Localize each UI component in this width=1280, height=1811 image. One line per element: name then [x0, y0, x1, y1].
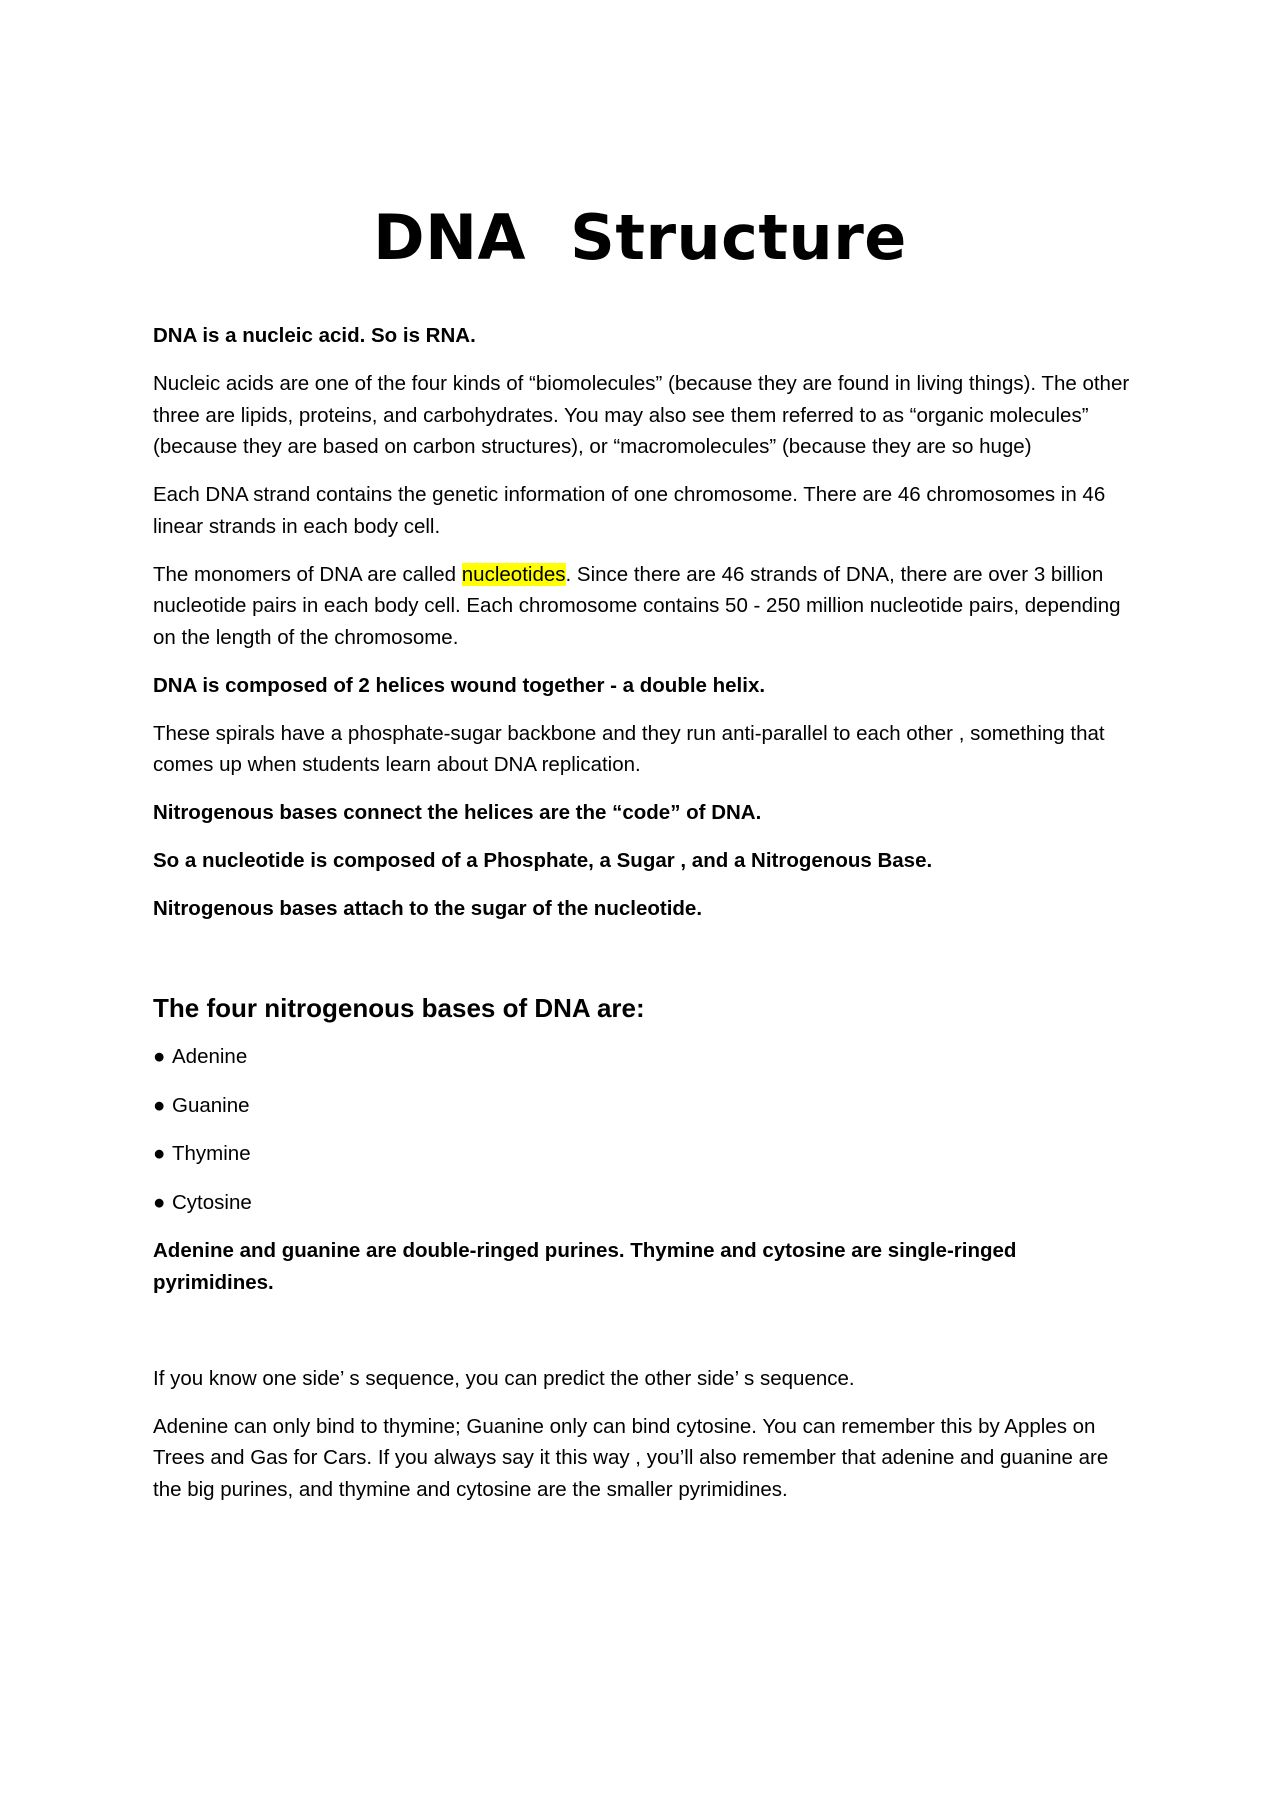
statement-code: Nitrogenous bases connect the helices are the “code” of DNA.: [153, 801, 762, 824]
blank-line: [153, 941, 1133, 989]
bullet-icon: ●: [153, 1142, 166, 1165]
list-item-base: [153, 1041, 1133, 1073]
page-title: DNA Structure: [373, 201, 907, 274]
paragraph-spirals: These spirals have a phosphate-sugar backbone and they run anti-parallel to each other , something that comes up when students learn about DNA replication.: [153, 721, 1105, 776]
intro-statement: DNA is a nucleic acid. So is RNA.: [153, 324, 476, 347]
bullet-icon: ●: [153, 1093, 166, 1117]
base-name: Thymine: [172, 1142, 251, 1165]
list-item-base: [153, 1090, 1133, 1122]
list-item-base: [153, 1138, 1133, 1170]
paragraph-biomolecules: Nucleic acids are one of the four kinds of “biomolecules” (because they are found in living things). The other three are lipids, proteins, and carbohydrates. You may also see them referred to as “organic molecules” (because they are based on carbon structures), or “macromolecules” (because they are so huge): [153, 372, 1130, 458]
document-body: [153, 320, 1133, 1522]
bullet-icon: ●: [153, 1045, 166, 1068]
paragraph-sequence: If you know one side’ s sequence, you can predict the other side’ s sequence.: [153, 1366, 855, 1390]
monomers-text-after: . Since there are 46 strands of DNA, there are over 3 billion nucleotide pairs in each body cell. Each chromosome contains 50 - 250 million nucleotide pairs, depending on the length of the chromosome.: [153, 562, 1121, 649]
bullet-icon: ●: [153, 1190, 166, 1214]
paragraph-dna-strand: Each DNA strand contains the genetic information of one chromosome. There are 46 chromosomes in 46 linear strands in each body cell.: [153, 483, 1106, 538]
paragraph-monomers: [153, 559, 1133, 654]
statement-purines-pyrimidines: Adenine and guanine are double-ringed purines. Thymine and cytosine are single-ringed pyrimidines.: [153, 1239, 1017, 1294]
section-heading-bases: The four nitrogenous bases of DNA are:: [153, 993, 645, 1023]
statement-double-helix: DNA is composed of 2 helices wound together - a double helix.: [153, 673, 766, 697]
paragraph-base-pairing: Adenine can only bind to thymine; Guanine only can bind cytosine. You can remember this by Apples on Trees and Gas for Cars. If you always say it this way , you’ll also remember that adenine and guanine are the big purines, and thymine and cytosine are the smaller pyrimidines.: [153, 1414, 1109, 1501]
highlighted-term: nucleotides: [461, 562, 566, 586]
blank-line: [153, 1315, 1133, 1363]
statement-nucleotide-composition: So a nucleotide is composed of a Phosphate, a Sugar , and a Nitrogenous Base.: [153, 849, 933, 872]
list-item-base: [153, 1187, 1133, 1219]
base-name: Guanine: [172, 1093, 250, 1117]
monomers-text-before: The monomers of DNA are called: [153, 562, 462, 586]
base-name: Adenine: [172, 1045, 248, 1068]
statement-base-attachment: Nitrogenous bases attach to the sugar of the nucleotide.: [153, 897, 703, 920]
base-name: Cytosine: [172, 1190, 252, 1214]
